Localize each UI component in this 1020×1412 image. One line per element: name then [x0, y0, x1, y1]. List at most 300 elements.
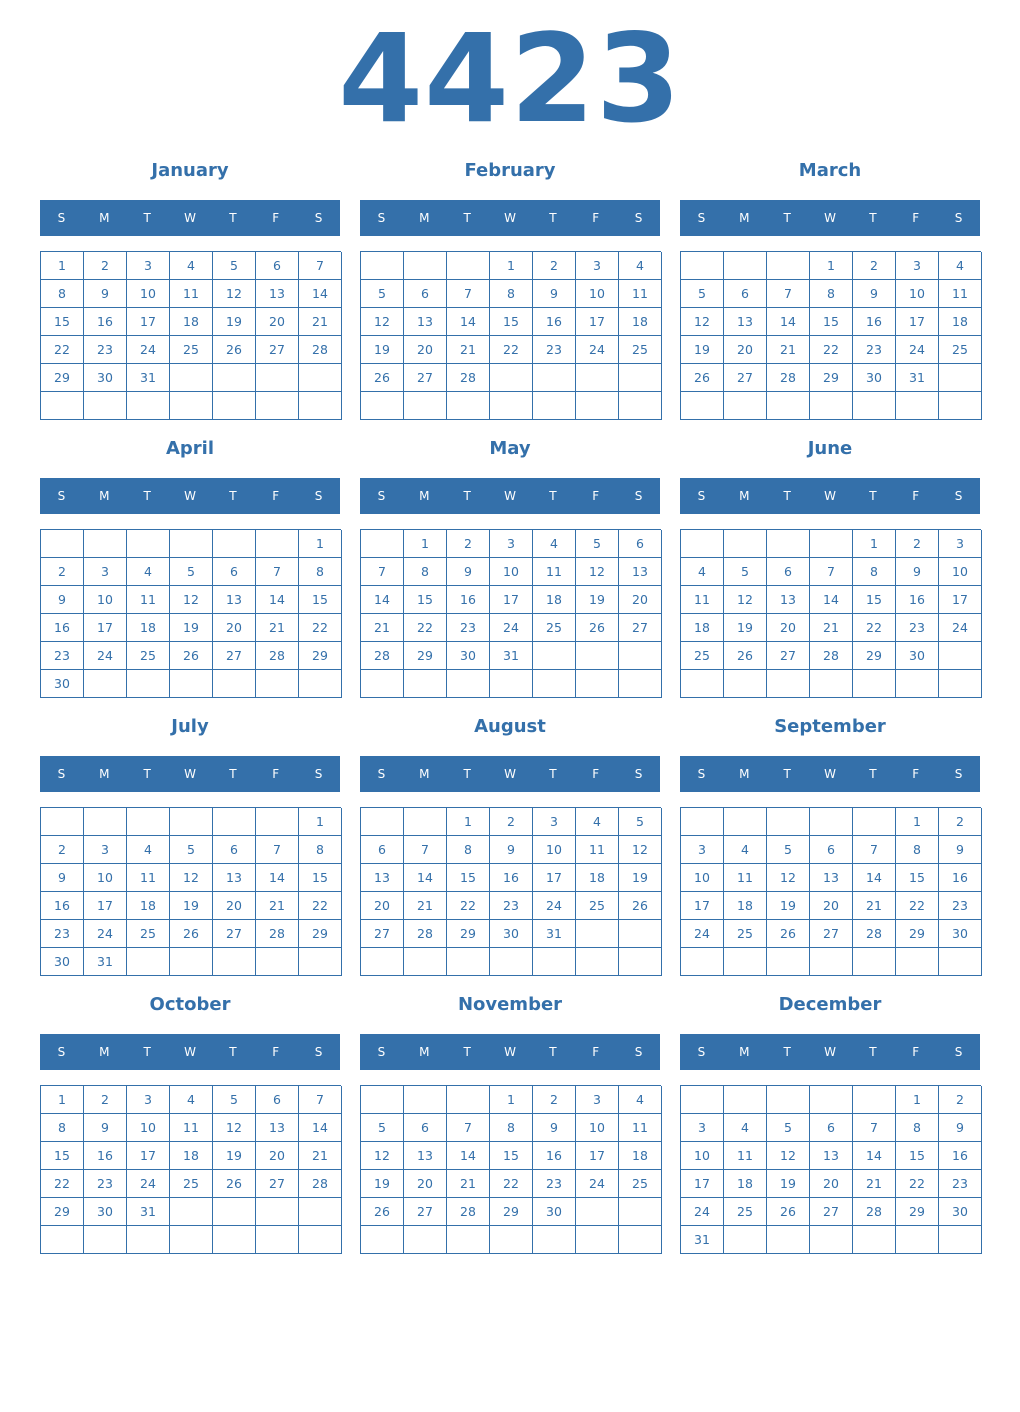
day-cell: 17	[939, 586, 982, 614]
day-cell: 13	[361, 864, 404, 892]
empty-day-cell	[404, 252, 447, 280]
day-cell: 5	[361, 1114, 404, 1142]
day-cell: 20	[810, 892, 853, 920]
day-cell: 31	[896, 364, 939, 392]
empty-day-cell	[299, 670, 342, 698]
day-cell: 24	[576, 1170, 619, 1198]
day-cell: 14	[256, 864, 299, 892]
empty-day-cell	[361, 948, 404, 976]
empty-day-cell	[767, 808, 810, 836]
day-cell: 17	[490, 586, 533, 614]
weekday-label: W	[504, 767, 516, 781]
empty-day-cell	[724, 530, 767, 558]
day-cell: 3	[127, 252, 170, 280]
day-cell: 16	[853, 308, 896, 336]
day-cell: 8	[41, 280, 84, 308]
day-cell: 10	[127, 1114, 170, 1142]
empty-day-cell	[41, 392, 84, 420]
day-cell: 29	[404, 642, 447, 670]
day-cell: 17	[533, 864, 576, 892]
day-cell: 21	[404, 892, 447, 920]
empty-day-cell	[127, 392, 170, 420]
day-cell: 30	[853, 364, 896, 392]
day-cell: 24	[84, 920, 127, 948]
empty-day-cell	[576, 1226, 619, 1254]
day-cell: 19	[170, 614, 213, 642]
day-cell: 27	[256, 1170, 299, 1198]
day-cell: 11	[939, 280, 982, 308]
weekday-label: W	[504, 211, 516, 225]
empty-day-cell	[127, 670, 170, 698]
day-cell: 29	[490, 1198, 533, 1226]
day-cell: 23	[533, 1170, 576, 1198]
day-cell: 30	[41, 670, 84, 698]
day-cell: 1	[299, 808, 342, 836]
day-cell: 25	[681, 642, 724, 670]
day-cell: 22	[299, 892, 342, 920]
empty-day-cell	[170, 364, 213, 392]
empty-day-cell	[896, 392, 939, 420]
empty-day-cell	[533, 670, 576, 698]
empty-day-cell	[127, 948, 170, 976]
day-cell: 9	[84, 280, 127, 308]
day-cell: 9	[84, 1114, 127, 1142]
empty-day-cell	[681, 808, 724, 836]
day-cell: 5	[724, 558, 767, 586]
weekday-label: S	[634, 211, 643, 225]
day-cell: 21	[256, 892, 299, 920]
empty-day-cell	[127, 808, 170, 836]
month-name: February	[464, 160, 556, 181]
weekday-label: S	[697, 211, 706, 225]
weekday-label: S	[314, 767, 323, 781]
day-cell: 3	[84, 836, 127, 864]
day-cell: 26	[170, 642, 213, 670]
day-cell: 26	[619, 892, 662, 920]
day-cell: 5	[681, 280, 724, 308]
day-cell: 28	[299, 336, 342, 364]
day-cell: 4	[681, 558, 724, 586]
day-cell: 4	[724, 836, 767, 864]
day-cell: 2	[939, 808, 982, 836]
empty-day-cell	[767, 670, 810, 698]
day-cell: 23	[447, 614, 490, 642]
day-cell: 7	[767, 280, 810, 308]
day-cell: 21	[447, 1170, 490, 1198]
empty-day-cell	[533, 1226, 576, 1254]
month-name: September	[774, 716, 886, 737]
day-cell: 27	[810, 920, 853, 948]
day-cell: 11	[170, 280, 213, 308]
days-grid	[40, 251, 341, 420]
days-grid	[680, 251, 981, 420]
day-cell: 5	[361, 280, 404, 308]
day-cell: 10	[490, 558, 533, 586]
weekday-label: T	[229, 767, 237, 781]
day-cell: 14	[361, 586, 404, 614]
day-cell: 17	[681, 892, 724, 920]
weekday-label: S	[57, 211, 66, 225]
weekday-label: M	[419, 1045, 430, 1059]
weekday-label: F	[592, 211, 600, 225]
day-cell: 16	[896, 586, 939, 614]
day-cell: 11	[681, 586, 724, 614]
day-cell: 9	[41, 864, 84, 892]
day-cell: 7	[404, 836, 447, 864]
day-cell: 27	[724, 364, 767, 392]
weekday-label: S	[697, 1045, 706, 1059]
day-cell: 23	[84, 336, 127, 364]
empty-day-cell	[447, 1226, 490, 1254]
weekday-label: T	[783, 1045, 791, 1059]
weekday-label: W	[824, 211, 836, 225]
empty-day-cell	[170, 1198, 213, 1226]
empty-day-cell	[447, 948, 490, 976]
empty-day-cell	[256, 1226, 299, 1254]
weekday-label: S	[954, 489, 963, 503]
month-name: October	[149, 994, 231, 1015]
day-cell: 23	[41, 920, 84, 948]
day-cell: 13	[213, 864, 256, 892]
day-cell: 13	[810, 864, 853, 892]
empty-day-cell	[533, 364, 576, 392]
day-cell: 31	[127, 1198, 170, 1226]
day-cell: 8	[853, 558, 896, 586]
weekday-label: F	[272, 211, 280, 225]
day-cell: 5	[576, 530, 619, 558]
day-cell: 24	[939, 614, 982, 642]
weekday-label: T	[549, 1045, 557, 1059]
day-cell: 10	[576, 1114, 619, 1142]
day-cell: 11	[127, 864, 170, 892]
day-cell: 28	[447, 364, 490, 392]
day-cell: 15	[896, 864, 939, 892]
day-cell: 8	[41, 1114, 84, 1142]
weekday-header	[40, 478, 340, 514]
day-cell: 2	[447, 530, 490, 558]
day-cell: 6	[810, 1114, 853, 1142]
weekday-label: T	[229, 1045, 237, 1059]
day-cell: 13	[256, 1114, 299, 1142]
empty-day-cell	[576, 670, 619, 698]
day-cell: 28	[256, 920, 299, 948]
day-cell: 18	[127, 614, 170, 642]
day-cell: 25	[170, 1170, 213, 1198]
day-cell: 8	[299, 558, 342, 586]
month-name: March	[798, 160, 862, 181]
day-cell: 6	[256, 1086, 299, 1114]
day-cell: 14	[853, 864, 896, 892]
day-cell: 3	[896, 252, 939, 280]
day-cell: 3	[576, 1086, 619, 1114]
day-cell: 23	[41, 642, 84, 670]
days-grid	[360, 251, 661, 420]
day-cell: 6	[256, 252, 299, 280]
day-cell: 27	[404, 364, 447, 392]
month-name: January	[151, 160, 229, 181]
empty-day-cell	[41, 530, 84, 558]
day-cell: 5	[767, 836, 810, 864]
empty-day-cell	[127, 530, 170, 558]
weekday-label: S	[697, 489, 706, 503]
weekday-label: T	[783, 767, 791, 781]
empty-day-cell	[170, 808, 213, 836]
day-cell: 21	[256, 614, 299, 642]
day-cell: 29	[896, 1198, 939, 1226]
day-cell: 22	[299, 614, 342, 642]
empty-day-cell	[896, 948, 939, 976]
weekday-label: W	[184, 1045, 196, 1059]
day-cell: 10	[533, 836, 576, 864]
day-cell: 30	[447, 642, 490, 670]
day-cell: 14	[853, 1142, 896, 1170]
empty-day-cell	[619, 1226, 662, 1254]
day-cell: 23	[490, 892, 533, 920]
weekday-label: S	[57, 489, 66, 503]
day-cell: 10	[939, 558, 982, 586]
day-cell: 19	[361, 1170, 404, 1198]
day-cell: 29	[447, 920, 490, 948]
day-cell: 18	[939, 308, 982, 336]
empty-day-cell	[576, 920, 619, 948]
weekday-header	[40, 1034, 340, 1070]
day-cell: 3	[939, 530, 982, 558]
empty-day-cell	[853, 1086, 896, 1114]
day-cell: 22	[404, 614, 447, 642]
weekday-label: S	[954, 211, 963, 225]
day-cell: 8	[447, 836, 490, 864]
empty-day-cell	[447, 1086, 490, 1114]
day-cell: 30	[896, 642, 939, 670]
day-cell: 21	[853, 1170, 896, 1198]
day-cell: 16	[533, 308, 576, 336]
day-cell: 21	[447, 336, 490, 364]
day-cell: 3	[84, 558, 127, 586]
empty-day-cell	[767, 392, 810, 420]
day-cell: 21	[361, 614, 404, 642]
empty-day-cell	[170, 948, 213, 976]
empty-day-cell	[299, 1226, 342, 1254]
day-cell: 3	[681, 1114, 724, 1142]
day-cell: 8	[896, 1114, 939, 1142]
day-cell: 16	[939, 1142, 982, 1170]
day-cell: 18	[681, 614, 724, 642]
day-cell: 1	[896, 1086, 939, 1114]
day-cell: 25	[619, 336, 662, 364]
day-cell: 4	[170, 252, 213, 280]
day-cell: 3	[127, 1086, 170, 1114]
day-cell: 11	[619, 280, 662, 308]
empty-day-cell	[576, 1198, 619, 1226]
empty-day-cell	[490, 364, 533, 392]
day-cell: 16	[41, 892, 84, 920]
weekday-label: W	[824, 1045, 836, 1059]
weekday-label: M	[419, 767, 430, 781]
day-cell: 7	[810, 558, 853, 586]
empty-day-cell	[84, 392, 127, 420]
empty-day-cell	[361, 1226, 404, 1254]
days-grid	[680, 1085, 981, 1254]
empty-day-cell	[84, 1226, 127, 1254]
day-cell: 2	[853, 252, 896, 280]
day-cell: 26	[724, 642, 767, 670]
weekday-label: W	[504, 489, 516, 503]
day-cell: 30	[84, 1198, 127, 1226]
day-cell: 17	[576, 308, 619, 336]
empty-day-cell	[256, 1198, 299, 1226]
day-cell: 6	[767, 558, 810, 586]
day-cell: 17	[127, 1142, 170, 1170]
day-cell: 7	[299, 1086, 342, 1114]
day-cell: 7	[447, 1114, 490, 1142]
day-cell: 27	[767, 642, 810, 670]
day-cell: 6	[810, 836, 853, 864]
empty-day-cell	[361, 530, 404, 558]
day-cell: 24	[490, 614, 533, 642]
day-cell: 25	[127, 642, 170, 670]
day-cell: 25	[576, 892, 619, 920]
day-cell: 5	[619, 808, 662, 836]
day-cell: 30	[41, 948, 84, 976]
empty-day-cell	[576, 642, 619, 670]
weekday-label: T	[229, 211, 237, 225]
weekday-label: M	[419, 489, 430, 503]
day-cell: 25	[170, 336, 213, 364]
day-cell: 17	[127, 308, 170, 336]
empty-day-cell	[810, 808, 853, 836]
day-cell: 27	[361, 920, 404, 948]
day-cell: 4	[576, 808, 619, 836]
day-cell: 7	[853, 836, 896, 864]
day-cell: 15	[896, 1142, 939, 1170]
empty-day-cell	[299, 1198, 342, 1226]
weekday-label: T	[783, 211, 791, 225]
empty-day-cell	[213, 948, 256, 976]
day-cell: 18	[619, 1142, 662, 1170]
weekday-header	[360, 756, 660, 792]
day-cell: 16	[84, 1142, 127, 1170]
day-cell: 18	[170, 1142, 213, 1170]
day-cell: 22	[490, 336, 533, 364]
empty-day-cell	[681, 392, 724, 420]
day-cell: 27	[810, 1198, 853, 1226]
day-cell: 20	[810, 1170, 853, 1198]
empty-day-cell	[170, 530, 213, 558]
day-cell: 8	[490, 280, 533, 308]
day-cell: 27	[404, 1198, 447, 1226]
day-cell: 8	[299, 836, 342, 864]
month-name: May	[489, 438, 531, 459]
day-cell: 24	[533, 892, 576, 920]
day-cell: 26	[767, 1198, 810, 1226]
day-cell: 20	[256, 308, 299, 336]
weekday-label: T	[869, 1045, 877, 1059]
day-cell: 8	[490, 1114, 533, 1142]
day-cell: 26	[576, 614, 619, 642]
weekday-label: S	[377, 767, 386, 781]
day-cell: 28	[810, 642, 853, 670]
empty-day-cell	[170, 392, 213, 420]
day-cell: 10	[681, 864, 724, 892]
day-cell: 20	[213, 614, 256, 642]
year-title: 4423	[338, 8, 682, 150]
weekday-label: F	[272, 489, 280, 503]
day-cell: 2	[490, 808, 533, 836]
day-cell: 21	[299, 1142, 342, 1170]
day-cell: 13	[810, 1142, 853, 1170]
day-cell: 21	[767, 336, 810, 364]
weekday-label: F	[592, 767, 600, 781]
empty-day-cell	[681, 530, 724, 558]
day-cell: 20	[767, 614, 810, 642]
empty-day-cell	[361, 670, 404, 698]
day-cell: 4	[724, 1114, 767, 1142]
day-cell: 24	[576, 336, 619, 364]
empty-day-cell	[767, 530, 810, 558]
day-cell: 15	[41, 1142, 84, 1170]
day-cell: 8	[896, 836, 939, 864]
empty-day-cell	[724, 1226, 767, 1254]
weekday-label: M	[99, 211, 110, 225]
empty-day-cell	[127, 1226, 170, 1254]
empty-day-cell	[767, 1086, 810, 1114]
weekday-label: S	[314, 1045, 323, 1059]
empty-day-cell	[681, 670, 724, 698]
empty-day-cell	[213, 530, 256, 558]
day-cell: 28	[853, 1198, 896, 1226]
empty-day-cell	[213, 364, 256, 392]
empty-day-cell	[361, 808, 404, 836]
day-cell: 14	[810, 586, 853, 614]
day-cell: 7	[256, 836, 299, 864]
empty-day-cell	[939, 948, 982, 976]
weekday-label: M	[419, 211, 430, 225]
month-name: December	[778, 994, 882, 1015]
day-cell: 20	[256, 1142, 299, 1170]
empty-day-cell	[724, 948, 767, 976]
day-cell: 27	[256, 336, 299, 364]
day-cell: 25	[619, 1170, 662, 1198]
day-cell: 5	[170, 558, 213, 586]
empty-day-cell	[404, 670, 447, 698]
day-cell: 5	[213, 252, 256, 280]
day-cell: 9	[41, 586, 84, 614]
day-cell: 28	[361, 642, 404, 670]
empty-day-cell	[939, 364, 982, 392]
empty-day-cell	[681, 1086, 724, 1114]
weekday-header	[360, 200, 660, 236]
day-cell: 26	[361, 1198, 404, 1226]
day-cell: 24	[84, 642, 127, 670]
weekday-label: T	[783, 489, 791, 503]
day-cell: 9	[447, 558, 490, 586]
empty-day-cell	[896, 1226, 939, 1254]
day-cell: 1	[810, 252, 853, 280]
weekday-label: S	[377, 489, 386, 503]
day-cell: 11	[170, 1114, 213, 1142]
month-name: November	[457, 994, 563, 1015]
empty-day-cell	[41, 1226, 84, 1254]
weekday-header	[680, 478, 980, 514]
day-cell: 12	[767, 1142, 810, 1170]
month-name: August	[474, 716, 546, 737]
empty-day-cell	[853, 392, 896, 420]
day-cell: 1	[299, 530, 342, 558]
day-cell: 5	[213, 1086, 256, 1114]
weekday-label: F	[272, 1045, 280, 1059]
day-cell: 29	[299, 920, 342, 948]
empty-day-cell	[447, 670, 490, 698]
